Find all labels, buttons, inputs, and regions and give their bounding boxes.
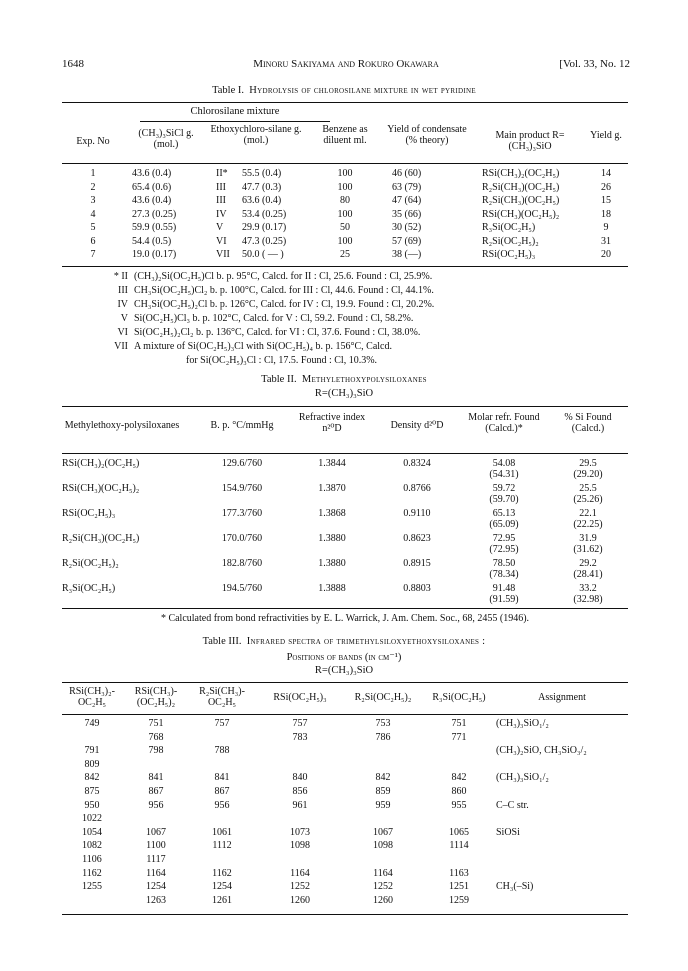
- table3-cell: 955: [451, 799, 467, 811]
- footnote-text: Si(OC₂H₅)₂Cl₂ b. p. 136°C, Calcd. for VI : Cl, 37.6. Found : Cl, 38.0%.: [134, 327, 421, 338]
- table1-cell-yield: 26: [601, 181, 611, 193]
- table2-cell-si: 31.9: [579, 533, 597, 544]
- table2-cell-molar-refr: 65.13: [492, 508, 516, 519]
- table1-cell-tmcs: 54.4 (0.5): [132, 235, 172, 247]
- authors: Minoru Sakiyama and Rokuro Okawara: [253, 58, 439, 70]
- table2-cell-si: 29.5: [579, 458, 597, 469]
- table2-cell-ri: 1.3868: [318, 508, 346, 519]
- table3-cell: 1260: [373, 894, 393, 906]
- table3-cell: 768: [148, 731, 164, 743]
- table2-cell-density: 0.8915: [403, 558, 431, 569]
- footnote-line: [100, 354, 620, 368]
- table3-cell: 771: [451, 731, 467, 743]
- table1-cell-prod: R₃Si(OC₂H₅): [482, 222, 536, 233]
- table2-cell-si-calcd: (32.98): [573, 594, 603, 605]
- table3-cell: 1260: [290, 894, 310, 906]
- footnote-line: [100, 270, 620, 284]
- table1-cell-yc: 46 (60): [392, 168, 422, 179]
- col-tmcs: (CH₃)₃SiCl g. (mol.): [138, 128, 194, 150]
- table3-cell: 956: [148, 799, 164, 811]
- footnote-key: IV: [117, 299, 128, 310]
- table2-cell-si: 29.2: [579, 558, 597, 569]
- table2-cell-si: 25.5: [579, 483, 597, 494]
- table3-cell: 1162: [82, 867, 102, 879]
- table1-cell-yc: 35 (66): [392, 208, 422, 220]
- table2-cell-bp: 129.6/760: [221, 458, 263, 469]
- table1-cell-yield: 15: [601, 195, 611, 206]
- col-main-product: Main product R=(CH₃)₃SiO: [495, 130, 565, 152]
- table3-cell: 788: [214, 745, 230, 757]
- table2-cell-molar-refr-calcd: (65.09): [489, 519, 519, 530]
- table2-top-rule: [62, 406, 628, 407]
- table1-cell-tmcs: 27.3 (0.25): [132, 208, 177, 220]
- table2-cell-bp: 177.3/760: [221, 508, 263, 519]
- table1-cell-yield: 14: [601, 168, 611, 179]
- table3-cell: 1251: [449, 881, 469, 893]
- footnote-text: Si(OC₂H₅)Cl₃ b. p. 102°C, Calcd. for V : Cl, 59.2. Found : Cl, 58.2%.: [134, 313, 414, 324]
- table1-cell-yc: 63 (79): [392, 181, 422, 193]
- table3-col-header: RSi(CH₃)₂- OC₂H₅: [69, 686, 115, 708]
- table1-cell-prod: R₂Si(CH₃)(OC₂H₅): [482, 195, 560, 206]
- table3-subtitle: R=(CH₃)₃SiO: [314, 665, 374, 676]
- table1-cell-ec_id: III: [216, 181, 226, 193]
- table2-cell-si: 22.1: [579, 508, 597, 519]
- table3-cell: 809: [84, 758, 100, 770]
- table1-cell-ec: 50.0 ( — ): [242, 249, 284, 260]
- table2-subtitle: R=(CH₃)₃SiO: [314, 388, 374, 399]
- table2-cell-name: RSi(OC₂H₅)₃: [62, 508, 116, 519]
- table1-cell-no: 4: [90, 208, 96, 220]
- footnote-line: [100, 298, 620, 312]
- table1-bottom-rule: [62, 266, 628, 267]
- table2-cell-ri: 1.3888: [318, 583, 346, 594]
- table2-cell-density: 0.9110: [403, 508, 431, 519]
- table3-col-header: RSi(CH₃)- (OC₂H₅)₂: [134, 686, 178, 708]
- table3-cell: 751: [148, 718, 164, 729]
- table1-cell-yc: 47 (64): [392, 195, 422, 206]
- table1-cell-ec: 55.5 (0.4): [242, 168, 282, 179]
- table3-cell: 959: [375, 799, 391, 811]
- table2-header-row: [62, 410, 628, 450]
- table1-cell-ec: 47.7 (0.3): [242, 181, 282, 193]
- table3-cell: 1114: [449, 840, 469, 852]
- col-yield-condensate: Yield of condensate (% theory): [387, 124, 467, 146]
- table1-cell-no: 1: [90, 168, 96, 179]
- table3-col-header: RSi(OC₂H₅)₃: [273, 692, 327, 703]
- table3-cell: SiOSi: [496, 826, 520, 838]
- table3-cell: 1073: [290, 826, 310, 838]
- table3-cell: 1022: [82, 813, 102, 825]
- table2-cell-ri: 1.3844: [318, 458, 346, 469]
- table1-cell-yc: 38 (—): [392, 249, 422, 260]
- table2-cell-name: R₃Si(OC₂H₅): [62, 583, 116, 594]
- table3-cell: 749: [84, 718, 100, 729]
- table3-cell: 753: [375, 718, 391, 729]
- table3-cell: 798: [148, 745, 164, 757]
- table2-cell-si-calcd: (31.62): [573, 544, 603, 555]
- table2-cell-molar-refr-calcd: (72.95): [489, 544, 519, 555]
- table2-cell-density: 0.8623: [403, 533, 431, 544]
- table1-cell-benz: 100: [337, 168, 353, 179]
- table2-cell-si-calcd: (22.25): [573, 519, 603, 530]
- footnote-key: III: [118, 285, 128, 296]
- table2-bottom-rule: [62, 608, 628, 609]
- table2-cell-si-calcd: (25.26): [573, 494, 603, 505]
- table3-cell: 841: [148, 772, 164, 784]
- table3-bottom-rule: [62, 914, 628, 915]
- table3-cell: 1100: [146, 840, 166, 852]
- table3-cell: 842: [375, 772, 391, 784]
- table3-cell: (CH₃)₂SiO, CH₃SiO₃/₂: [496, 745, 587, 757]
- table2-cell-bp: 170.0/760: [221, 533, 263, 544]
- table3-top-rule: [62, 682, 628, 683]
- table3-cell: 950: [84, 799, 100, 811]
- table1-cell-tmcs: 43.6 (0.4): [132, 195, 172, 206]
- table1-cell-yield: 20: [601, 249, 611, 260]
- table3-cell: 1254: [146, 881, 166, 893]
- table1-cell-ec: 47.3 (0.25): [242, 235, 287, 247]
- table2-cell-molar-refr: 72.95: [492, 533, 516, 544]
- table3-cell: 956: [214, 799, 230, 811]
- table2-title: [0, 374, 688, 385]
- table1-cell-yield: 31: [601, 235, 611, 247]
- volume-info: [Vol. 33, No. 12: [559, 58, 630, 70]
- table3-title-line2: Positions of bands (in cm⁻¹): [286, 652, 402, 663]
- table3-cell: 961: [292, 799, 308, 811]
- table2-cell-si-calcd: (28.41): [573, 569, 603, 580]
- running-header: [62, 58, 630, 74]
- table2-footnote: * Calculated from bond refractivities by E. L. Warrick, J. Am. Chem. Soc., 68, 2455 (1946).: [160, 613, 530, 624]
- table1-cell-no: 3: [90, 195, 96, 206]
- table2-header-rule: [62, 453, 628, 454]
- table3-cell: 1067: [373, 826, 393, 838]
- table1-title: [0, 85, 688, 96]
- table1-group-rule: [140, 121, 330, 122]
- table2-cell-name: R₂Si(CH₃)(OC₂H₅): [62, 533, 140, 544]
- table2-cell-density: 0.8766: [403, 483, 431, 494]
- table1-header-rule: [62, 163, 628, 164]
- table1-cell-prod: RSi(CH₃)(OC₂H₅)₂: [482, 208, 560, 220]
- table1-label: Table I.: [212, 85, 245, 96]
- table3-cell: 1112: [212, 840, 232, 852]
- footnote-line: [100, 326, 620, 340]
- col-exp-no: Exp. No: [76, 136, 110, 147]
- table2-cell-molar-refr: 91.48: [492, 583, 516, 594]
- table3-cell: 1065: [449, 826, 469, 838]
- table2-cell-ri: 1.3870: [318, 483, 346, 494]
- table1-cell-no: 2: [90, 181, 96, 193]
- table1-footnotes: [100, 270, 620, 368]
- table3-cell: 786: [375, 731, 391, 743]
- table3-cell: 1106: [82, 854, 102, 865]
- col-density: Density d²⁰D: [390, 420, 444, 431]
- table3-title-text: Infrared spectra of trimethylsiloxyethoxysiloxanes :: [246, 636, 486, 647]
- table2-cell-bp: 182.8/760: [221, 558, 263, 569]
- table2-cell-name: RSi(CH₃)₂(OC₂H₅): [62, 458, 140, 469]
- footnote-key: V: [120, 313, 128, 324]
- table2-cell-molar-refr-calcd: (59.70): [489, 494, 519, 505]
- table2-cell-molar-refr-calcd: (78.34): [489, 569, 519, 580]
- table3-header-rule: [62, 714, 628, 715]
- table1-cell-benz: 100: [337, 235, 353, 247]
- table3-col-header: Assignment: [538, 692, 586, 703]
- table2-cell-molar-refr: 78.50: [492, 558, 516, 569]
- table3-cell: 842: [451, 772, 467, 784]
- col-molar-refr: Molar refr. Found (Calcd.)*: [468, 412, 540, 434]
- table1-cell-yield: 9: [603, 222, 609, 233]
- page-number: 1648: [62, 58, 84, 70]
- table2-cell-density: 0.8803: [403, 583, 431, 594]
- table3-cell: 860: [451, 786, 467, 797]
- table3-cell: (CH₃)₃SiO₁/₂: [496, 772, 549, 784]
- table1-cell-yc: 57 (69): [392, 235, 422, 247]
- table3-cell: 1082: [82, 840, 102, 852]
- table2-cell-si-calcd: (29.20): [573, 469, 603, 480]
- table1-cell-prod: R₂Si(OC₂H₅)₂: [482, 235, 539, 247]
- table3-cell: 867: [148, 786, 164, 797]
- table1-cell-benz: 50: [340, 222, 350, 233]
- footnote-text: for Si(OC₂H₅)₃Cl : Cl, 17.5. Found : Cl, 10.3%.: [186, 355, 378, 366]
- footnote-text: CH₃Si(OC₂H₅)₂Cl b. p. 126°C, Calcd. for IV : Cl, 19.9. Found : Cl, 20.2%.: [134, 299, 435, 310]
- col-benzene: Benzene as diluent ml.: [322, 124, 368, 146]
- col-name: Methylethoxy-polysiloxanes: [64, 420, 180, 431]
- table3-cell: C–C str.: [496, 799, 529, 811]
- footnote-line: [100, 284, 620, 298]
- table1-cell-ec_id: III: [216, 195, 226, 206]
- table3-cell: 1163: [449, 867, 469, 879]
- table2-cell-molar-refr: 54.08: [492, 458, 516, 469]
- table1-cell-ec_id: VI: [216, 235, 227, 247]
- table3-cell: 783: [292, 731, 308, 743]
- table1-cell-no: 7: [90, 249, 96, 260]
- table2-cell-molar-refr: 59.72: [492, 483, 516, 494]
- table3-cell: 1067: [146, 826, 166, 838]
- table3-cell: 841: [214, 772, 230, 784]
- table3-cell: 757: [214, 718, 230, 729]
- table3-cell: 1252: [290, 881, 310, 893]
- table3-cell: 791: [84, 745, 100, 757]
- table1-cell-benz: 100: [337, 208, 353, 220]
- table1-cell-ec_id: VII: [216, 249, 230, 260]
- table3-cell: 1252: [373, 881, 393, 893]
- table2-cell-si: 33.2: [579, 583, 597, 594]
- col-yield: Yield g.: [590, 130, 622, 141]
- table2-cell-name: R₂Si(OC₂H₅)₂: [62, 558, 119, 569]
- table1-cell-no: 6: [90, 235, 96, 247]
- table1-cell-ec_id: IV: [216, 208, 227, 220]
- table3-cell: 1255: [82, 881, 102, 893]
- table1-cell-ec: 29.9 (0.17): [242, 222, 287, 233]
- table3-cell: 757: [292, 718, 308, 729]
- table3-label: Table III.: [202, 636, 242, 647]
- table1-cell-ec_id: V: [216, 222, 224, 233]
- table2-cell-molar-refr-calcd: (54.31): [489, 469, 519, 480]
- table1-header-row: [62, 124, 628, 160]
- footnote-key: * II: [113, 271, 128, 282]
- footnote-text: (CH₃)₂Si(OC₂H₅)Cl b. p. 95°C, Calcd. for II : Cl, 25.6. Found : Cl, 25.9%.: [134, 271, 433, 282]
- table2-cell-name: RSi(CH₃)(OC₂H₅)₂: [62, 483, 140, 494]
- table3-cell: 859: [375, 786, 391, 797]
- footnote-line: [100, 312, 620, 326]
- table1-cell-ec: 63.6 (0.4): [242, 195, 282, 206]
- footnote-key: VI: [117, 327, 128, 338]
- table2-cell-bp: 194.5/760: [221, 583, 263, 594]
- table2-cell-bp: 154.9/760: [221, 483, 263, 494]
- table1-cell-tmcs: 65.4 (0.6): [132, 181, 172, 193]
- col-ethoxychlorosilane: Ethoxychloro-silane g. (mol.): [210, 124, 302, 146]
- table3-cell: 1098: [373, 840, 393, 852]
- table3-cell: 1098: [290, 840, 310, 852]
- table3-cell: 1162: [212, 867, 232, 879]
- footnote-text: CH₃Si(OC₂H₅)Cl₂ b. p. 100°C, Calcd. for III : Cl, 44.6. Found : Cl, 44.1%.: [134, 285, 434, 296]
- table3-cell: 1164: [290, 867, 310, 879]
- table3-col-header: R₃Si(OC₂H₅): [432, 692, 486, 703]
- table3-cell: 867: [214, 786, 230, 797]
- table1-cell-tmcs: 19.0 (0.17): [132, 249, 177, 260]
- table3-col-header: R₂Si(CH₃)- OC₂H₅: [199, 686, 245, 708]
- table2-cell-ri: 1.3880: [318, 558, 346, 569]
- table3-cell: 856: [292, 786, 308, 797]
- table1-cell-tmcs: 59.9 (0.55): [132, 222, 177, 233]
- table2-title-text: Methylethoxypolysiloxanes: [301, 374, 427, 385]
- table3-cell: 1164: [373, 867, 393, 879]
- table1-cell-benz: 80: [340, 195, 350, 206]
- table3-cell: 1261: [212, 894, 232, 906]
- table2-cell-molar-refr-calcd: (91.59): [489, 594, 519, 605]
- table3-cell: 751: [451, 718, 467, 729]
- table3-header-row: [62, 686, 628, 716]
- table1-top-rule: [62, 102, 628, 103]
- table3-col-header: R₂Si(OC₂H₅)₂: [354, 692, 412, 703]
- table3-cell: 840: [292, 772, 308, 784]
- table3-title: [0, 636, 688, 647]
- footnote-text: A mixture of Si(OC₂H₅)₃Cl with Si(OC₂H₅)₄ b. p. 156°C, Calcd.: [134, 341, 392, 352]
- col-si-percent: % Si Found (Calcd.): [564, 412, 612, 434]
- table3-cell: 1164: [146, 867, 166, 879]
- table3-cell: (CH₃)₃SiO₁/₂: [496, 718, 549, 729]
- footnote-key: VII: [114, 341, 128, 352]
- table1-cell-ec: 53.4 (0.25): [242, 208, 287, 220]
- table3-cell: 1054: [82, 826, 102, 838]
- table1-cell-prod: RSi(CH₃)₂(OC₂H₅): [482, 168, 560, 179]
- table1-cell-no: 5: [90, 222, 96, 233]
- table3-cell: 1061: [212, 826, 232, 838]
- table1-cell-tmcs: 43.6 (0.4): [132, 168, 172, 179]
- col-refractive-index: Refractive index n²⁰D: [298, 412, 366, 434]
- table3-cell: 1254: [212, 881, 232, 893]
- table1-cell-prod: R₂Si(CH₃)(OC₂H₅): [482, 181, 560, 193]
- table1-cell-yield: 18: [601, 208, 611, 220]
- table3-cell: 875: [84, 786, 100, 797]
- table1-title-text: Hydrolysis of chlorosilane mixture in wet pyridine: [249, 85, 476, 96]
- table2-cell-density: 0.8324: [403, 458, 431, 469]
- table1-cell-yc: 30 (52): [392, 222, 422, 233]
- table1-cell-ec_id: II*: [216, 168, 228, 179]
- col-bp: B. p. °C/mmHg: [210, 420, 274, 431]
- table3-cell: 1117: [146, 854, 166, 865]
- table1-cell-benz: 100: [337, 181, 353, 193]
- table1-group-header: Chlorosilane mixture: [190, 106, 280, 117]
- table3-cell: 842: [84, 772, 100, 784]
- table3-cell: 1259: [449, 894, 469, 906]
- table2-cell-ri: 1.3880: [318, 533, 346, 544]
- table2-label: Table II.: [261, 374, 297, 385]
- table3-cell: 1263: [146, 894, 166, 906]
- footnote-line: [100, 340, 620, 354]
- table3-cell: CH₃(–Si): [496, 881, 534, 893]
- table1-cell-prod: RSi(OC₂H₅)₃: [482, 249, 536, 260]
- table1-cell-benz: 25: [340, 249, 350, 260]
